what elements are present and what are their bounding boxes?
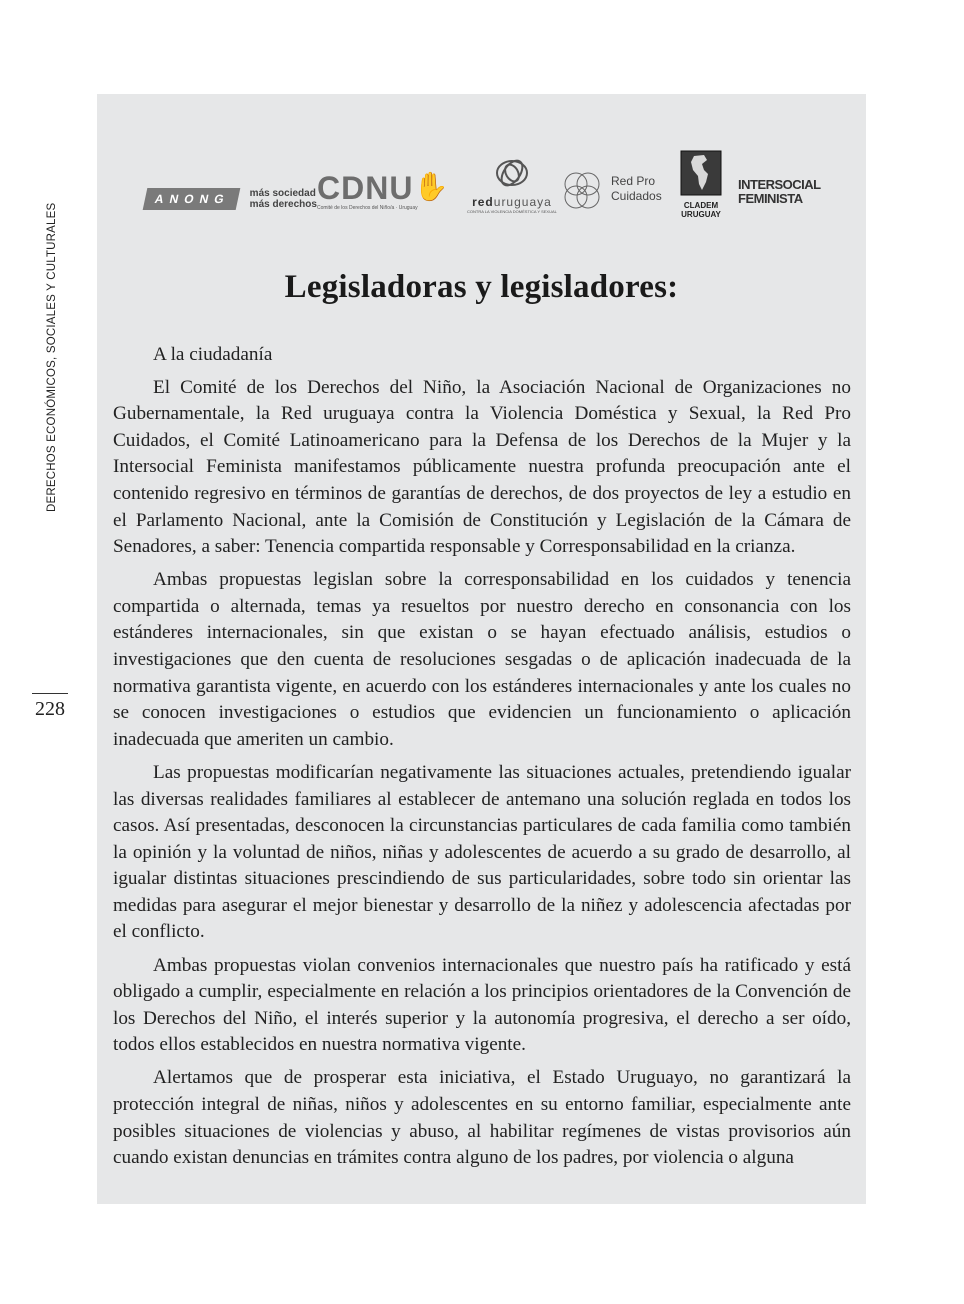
letter-panel: [97, 94, 866, 1204]
page-number: 228: [35, 698, 65, 720]
red-pro-line-2: Cuidados: [611, 189, 662, 203]
red-wordmark-rest: uruguaya: [493, 195, 552, 209]
intersocial-wordmark: [738, 178, 821, 206]
anong-tagline-line-2: más derechos: [249, 199, 317, 210]
paragraph-2: Ambas propuestas legislan sobre la corresponsabilidad en los cuidados y tenencia compartida o alternada, temas ya resueltos por nuestro derecho en consonancia con los estánderes internacionales, sin que existan o se hayan efectuado análisis, estudios o investigaciones que den cuenta de resoluciones sesgadas o de aplicación inadecuada de la normativa garantista vigente, en acuerdo con los estánderes internacionales y ante los cuales no se conocen investigaciones o estudios que evidencien un funcionamiento o aplicación inadecuada que ameriten un cambio.: [113, 569, 851, 750]
red-uruguaya-subtitle: CONTRA LA VIOLENCIA DOMÉSTICA Y SEXUAL: [467, 209, 557, 214]
cladem-wordmark: [680, 201, 722, 219]
anong-badge: ANONG: [143, 188, 240, 210]
red-pro-cuidados-logo: [559, 168, 662, 219]
red-uruguaya-logo: [467, 156, 557, 214]
salutation: A la ciudadanía: [153, 344, 273, 365]
hand-icon: ✋: [413, 172, 449, 203]
cdnu-wordmark: CDNU: [317, 170, 414, 206]
americas-map-icon: [680, 150, 722, 196]
page-number-rule: [32, 693, 68, 694]
cladem-line-1: CLADEM: [683, 201, 719, 210]
letter-title: Legisladoras y legisladores:: [284, 269, 679, 305]
logo-strip: [97, 150, 866, 230]
running-section-title: DERECHOS ECONÓMICOS, SOCIALES Y CULTURALES: [46, 202, 58, 512]
cdnu-subtitle: Comité de los Derechos del Niño/a · Uruguay: [317, 205, 418, 211]
red-uruguaya-wordmark: [467, 195, 557, 209]
intersocial-line-1: INTERSOCIAL: [738, 177, 821, 192]
cladem-line-2: URUGUAY: [681, 210, 721, 219]
red-pro-line-1: Red Pro: [611, 174, 656, 188]
red-wordmark-bold: red: [472, 195, 494, 209]
intersocial-feminista-logo: [738, 178, 821, 206]
anong-tagline-line-1: más sociedad: [249, 188, 316, 199]
red-pro-cuidados-wordmark: [611, 174, 662, 204]
cladem-logo: [680, 150, 722, 219]
anong-tagline: [250, 188, 317, 210]
paragraph-5: Alertamos que de prosperar esta iniciativa, el Estado Uruguayo, no garantizará la protección integral de niñas, niños y adolescentes en su entorno familiar, especialmente ante posibles situaciones de violencias y abuso, al habilitar regímenes de vistas provisorios aún cuando existan denuncias en trámites contra alguno de los padres, por violencia o alguna: [113, 1067, 851, 1169]
paragraph-4: Ambas propuestas violan convenios internacionales que nuestro país ha ratificado y está obligado a cumplir, especialmente en relación a los principios orientadores de la Convención de los Derechos del Niño, el interés superior y la autonomía progresiva, el derecho a ser oído, todos ellos establecidos en nuestra normativa vigente.: [113, 954, 851, 1056]
letter-body: [113, 342, 851, 1178]
network-knot-icon: [492, 156, 532, 190]
overlapping-circles-icon: [559, 168, 605, 214]
paragraph-3: Las propuestas modificarían negativamente las situaciones actuales, pretendiendo igualar las diversas realidades familiares al establecer de antemano una solución reglada en todos los casos. Así presentadas, desconocen la circunstancias particulares de cada familia como también la opinión y la voluntad de niños, niñas y adolescentes de acuerdo a su grado de desarrollo, al igualar distintas situaciones prescindiendo de sus particularidades, sobre todo sin orientar las medidas para asegurar el mejor bienestar y desarrollo de la niñez y adolescencia afectadas por el conflicto.: [113, 761, 851, 943]
anong-logo: [145, 188, 317, 210]
paragraph-1: El Comité de los Derechos del Niño, la Asociación Nacional de Organizaciones no Gubernamentale, la Red uruguaya contra la Violencia Doméstica y Sexual, la Red Pro Cuidados, el Comité Latinoamericano para la Defensa de los Derechos de la Mujer y la Intersocial Feminista manifestamos públicamente nuestra profunda preocupación ante el contenido regresivo en términos de garantías de derechos, de dos proyectos de ley a estudio en el Parlamento Nacional, ante la Comisión de Constitución y Legislación de la Cámara de Senadores, a saber: Tenencia compartida responsable y Corresponsabilidad en la crianza.: [113, 376, 851, 558]
cdnu-logo: [317, 170, 448, 211]
intersocial-line-2: FEMINISTA: [738, 191, 803, 206]
